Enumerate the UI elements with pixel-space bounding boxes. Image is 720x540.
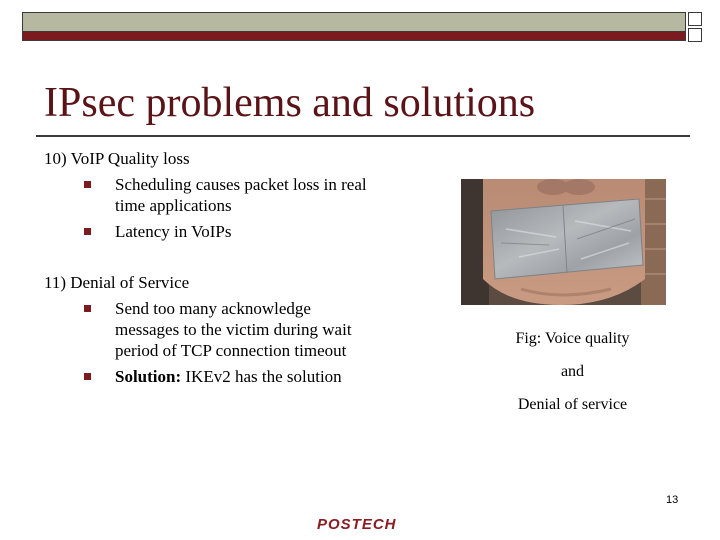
section-heading-dos: 11) Denial of Service (44, 273, 190, 292)
square-bullet-icon (84, 181, 91, 188)
figure-caption-line: and (560, 363, 585, 380)
square-bullet-icon (84, 373, 91, 380)
bullet-text: Scheduling causes packet loss in real time applications (115, 175, 367, 215)
taped-mouth-photo (461, 179, 666, 305)
bullet-text: Latency in VoIPs (115, 222, 232, 241)
figure-caption-line: Denial of service (517, 396, 628, 413)
list-item (44, 366, 374, 387)
slide-body (44, 148, 374, 387)
header-accent-bar (22, 31, 686, 41)
bullet-bold-label: Solution: (115, 367, 182, 386)
slide-title: IPsec problems and solutions (44, 80, 536, 126)
list-item (44, 221, 374, 242)
header-square-decor (688, 12, 702, 26)
bullet-text: Send too many acknowledge messages to the victim during wait period of TCP connection timeout (115, 299, 352, 360)
title-divider (36, 135, 690, 137)
list-item (44, 298, 374, 361)
bullet-text: IKEv2 has the solution (181, 367, 342, 386)
section-heading-voip: 10) VoIP Quality loss (44, 149, 190, 168)
postech-logo: POSTECH (317, 516, 397, 533)
page-number: 13 (666, 494, 679, 506)
square-bullet-icon (84, 305, 91, 312)
list-item (44, 174, 374, 216)
square-bullet-icon (84, 228, 91, 235)
header-square-decor (688, 28, 702, 42)
header-decor-bar (22, 12, 686, 32)
figure-caption-line: Fig: Voice quality (515, 330, 630, 347)
